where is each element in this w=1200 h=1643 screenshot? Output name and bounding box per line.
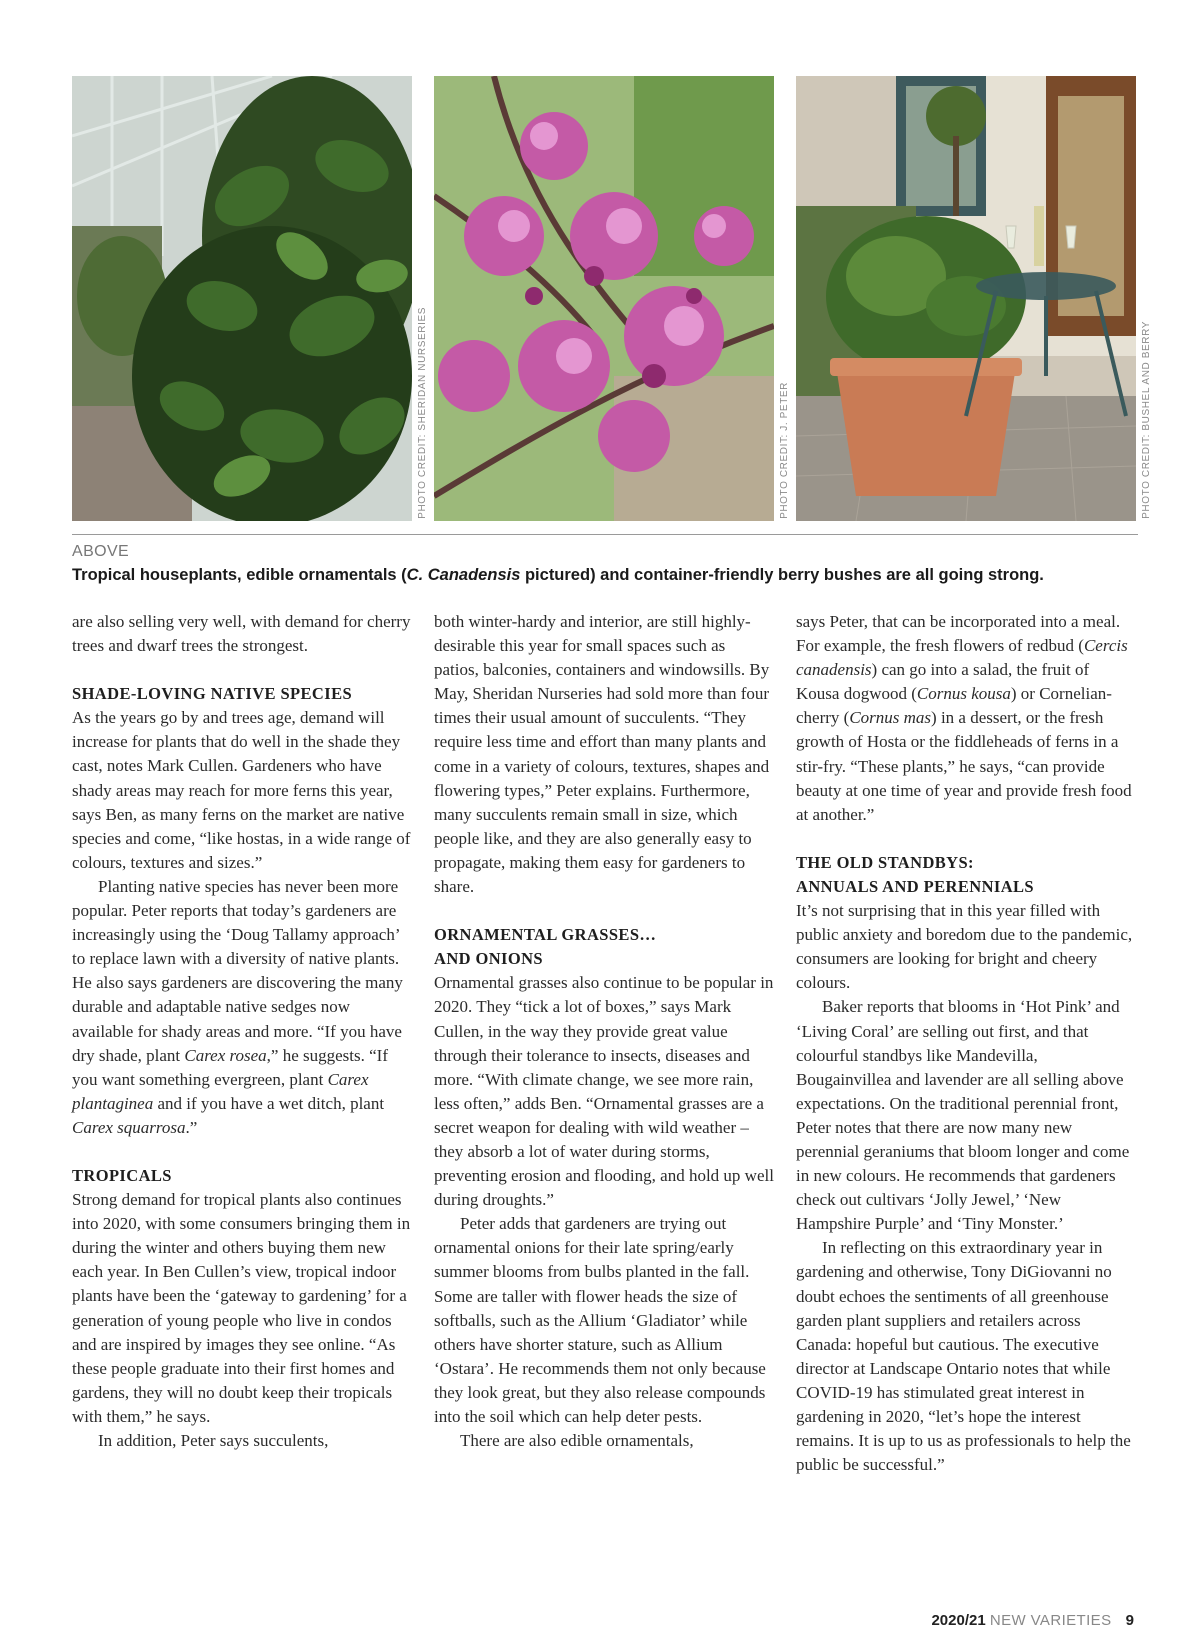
section-heading: TROPICALS bbox=[72, 1165, 172, 1185]
page-footer bbox=[931, 1612, 1134, 1629]
paragraph: Strong demand for tropical plants also continues into 2020, with some consumers bringing them in during the winter and others buying them new each year. In Ben Cullen’s view, tropical indoor plants have been the ‘gateway to gardening’ for a generation of young people who live in condos and are inspired by images they see online. “As these people graduate into their first homes and gardens, they will no doubt keep their tropicals with them,” he says. bbox=[72, 1190, 411, 1426]
paragraph: In addition, Peter says succulents, bbox=[98, 1431, 329, 1450]
paragraph: In reflecting on this extraordinary year in gardening and otherwise, Tony DiGiovanni no doubt echoes the sentiments of all greenhouse garden plant suppliers and retailers across Canada: hopeful but cautious. The executive director at Landscape Ontario notes that while COVID-19 has stimulated great interest in gardening in 2020, “let’s hope the interest remains. It is up to us as professionals to help the public be successful.” bbox=[796, 1238, 1131, 1475]
caption-label: ABOVE bbox=[72, 543, 130, 560]
caption-divider bbox=[72, 534, 1138, 535]
photo-redbud-blossoms bbox=[434, 76, 774, 521]
paragraph: Planting native species has never been more popular. Peter reports that today’s gardeners are increasingly using the ‘Doug Tallamy approach’ to replace lawn with a diversity of native plants. He also says gardeners are discovering the many durable and adaptable native sedges now available for shady areas and more. “If you have dry shade, plant Carex rosea,” he suggests. “If you want something evergreen, plant Carex plantaginea and if you have a wet ditch, plant Carex squarrosa.” bbox=[72, 876, 403, 1137]
section-heading: THE OLD STANDBYS: ANNUALS AND PERENNIALS bbox=[796, 852, 1035, 896]
section-heading: ORNAMENTAL GRASSES… AND ONIONS bbox=[434, 925, 657, 969]
article-column-3 bbox=[796, 610, 1136, 1477]
paragraph: As the years go by and trees age, demand will increase for plants that do well in the shade they cast, notes Mark Cullen. Gardeners who have shady areas may reach for more ferns this year, says Ben, as many ferns on the market are native species and come, “like hostas, in a wide range of colours, textures and sizes.” bbox=[72, 708, 411, 872]
page-number: 9 bbox=[1125, 1612, 1134, 1629]
paragraph: It’s not surprising that in this year filled with public anxiety and boredom due to the pandemic, consumers are looking for bright and cheery colours. bbox=[796, 901, 1133, 993]
article-column-1 bbox=[72, 610, 412, 1453]
photo-patio-berry-bush bbox=[796, 76, 1136, 521]
photo-caption: Tropical houseplants, edible ornamentals (C. Canadensis pictured) and container-friendly berry bushes are all going strong. bbox=[72, 566, 1044, 584]
section-heading: SHADE-LOVING NATIVE SPECIES bbox=[72, 684, 353, 704]
photo-credit: PHOTO CREDIT: J. PETER bbox=[779, 382, 790, 519]
photo-credit: PHOTO CREDIT: BUSHEL AND BERRY bbox=[1141, 321, 1152, 519]
paragraph: says Peter, that can be incorporated into a meal. For example, the fresh flowers of redbud (Cercis canadensis) can go into a salad, the fruit of Kousa dogwood (Cornus kousa) or Cornelian-cherry (Cornus mas) in a dessert, or the fresh growth of Hosta or the fiddleheads of ferns in a stir-fry. “These plants,” he says, “can provide beauty at one time of year and provide fresh food at another.” bbox=[796, 612, 1132, 824]
footer-year: 2020/21 bbox=[931, 1612, 986, 1629]
paragraph: Ornamental grasses also continue to be popular in 2020. They “tick a lot of boxes,” says Mark Cullen, in the way they provide great value through their tolerance to insects, diseases and more. “With climate change, we see more rain, less often,” adds Ben. “Ornamental grasses are a secret weapon for dealing with wild weather – they absorb a lot of water during storms, preventing erosion and flooding, and hold up well during droughts.” bbox=[434, 973, 774, 1210]
paragraph: There are also edible ornamentals, bbox=[460, 1431, 694, 1451]
paragraph: both winter-hardy and interior, are still highly-desirable this year for small spaces such as patios, balconies, containers and windowsills. By May, Sheridan Nurseries had sold more than four times their usual amount of succulents. “They require less time and effort than many plants and come in a variety of colours, textures, shapes and flowering types,” Peter explains. Furthermore, many succulents remain small in size, which people like, and they are also generally easy to propagate, making them easy for gardeners to share. bbox=[434, 612, 770, 897]
paragraph: are also selling very well, with demand for cherry trees and dwarf trees the strongest. bbox=[72, 612, 411, 656]
paragraph: Peter adds that gardeners are trying out ornamental onions for their late spring/early summer blooms from bulbs planted in the fall. Some are taller with flower heads the size of softballs, such as the Allium ‘Gladiator’ while others have shorter stature, such as Allium ‘Ostara’. He recommends them not only because they look great, but they also release compounds into the soil which can help deter pests. bbox=[434, 1214, 766, 1426]
photo-tropical-houseplants bbox=[72, 76, 412, 521]
photo-credit: PHOTO CREDIT: SHERIDAN NURSERIES bbox=[417, 307, 428, 519]
footer-magazine-title: NEW VARIETIES bbox=[989, 1612, 1112, 1629]
paragraph: Baker reports that blooms in ‘Hot Pink’ and ‘Living Coral’ are selling out first, and that colourful standbys like Mandevilla, Bougainvillea and lavender are all selling above expectations. On the traditional perennial front, Peter notes that there are now many new perennial geraniums that bloom longer and come in new colours. He recommends that gardeners check out cultivars ‘Jolly Jewel,’ ‘New Hampshire Purple’ and ‘Tiny Monster.’ bbox=[796, 997, 1130, 1234]
article-column-2 bbox=[434, 610, 774, 1453]
